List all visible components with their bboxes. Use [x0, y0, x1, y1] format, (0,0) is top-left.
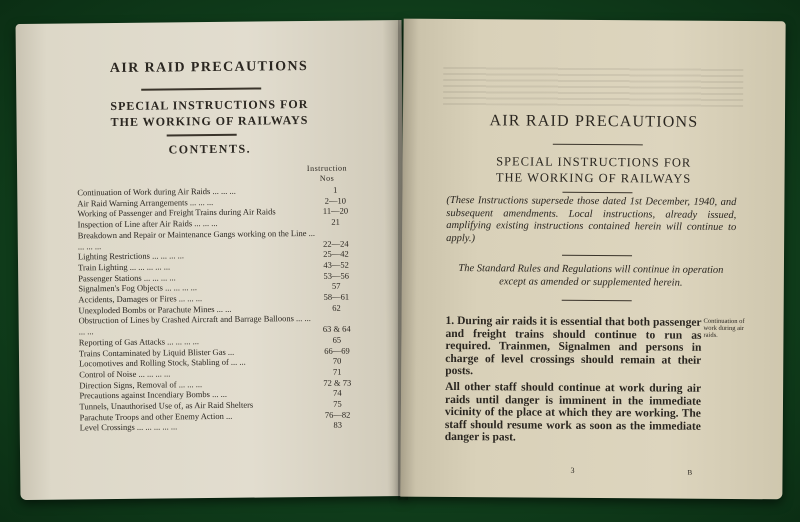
contents-item-number: 2—10 [324, 195, 347, 206]
contents-item [79, 313, 351, 337]
contents-item-number: 25—42 [323, 248, 349, 260]
contents-item-number: 62 [332, 302, 341, 313]
contents-item-number: 75 [333, 398, 342, 409]
contents-item-title: Air Raid Warning Arrangements ... ... ... [77, 196, 214, 209]
margin-note: Continuation of work during air raids. [703, 317, 745, 339]
contents-item-number: 11—20 [322, 205, 349, 217]
contents-item-title: Tunnels, Unauthorised Use of, as Air Raid Shelters [79, 399, 254, 412]
instruction-1-paragraph: 1. During air raids it is essential that both passenger and freight trains should continue to run as required. Trainmen, Signalmen and persons in charge of level crossings should remain at their posts. [445, 314, 702, 378]
contents-item-number: 83 [333, 420, 343, 431]
subtitle-line-2: THE WORKING OF RAILWAYS [495, 170, 692, 186]
left-page-subtitle [16, 95, 402, 131]
contents-item-number: 76—82 [324, 409, 351, 420]
contents-item-title: Unexploded Bombs or Parachute Mines ... ... [78, 303, 232, 316]
contents-item-number: 66—69 [324, 345, 350, 356]
signature-mark: B [687, 468, 693, 477]
subtitle-line-1: SPECIAL INSTRUCTIONS FOR [110, 96, 309, 114]
subtitle-line-1: SPECIAL INSTRUCTIONS FOR [496, 154, 692, 170]
note2-divider [562, 300, 632, 301]
contents-item-number: 65 [332, 334, 342, 345]
contents-item-number: 58—61 [323, 291, 350, 302]
contents-item-title: Accidents, Damages or Fires ... ... ... [78, 293, 203, 305]
show-through-text [443, 65, 743, 107]
instruction-1-continued-paragraph: All other staff should continue at work during air raids until danger is imminent in the immediate vicinity of the place at which they are working. The staff should resume work as soon as the immediate danger is past. [444, 380, 702, 444]
contents-item [78, 227, 350, 251]
subtitle-line-2: THE WORKING OF RAILWAYS [110, 112, 309, 130]
contents-item-title: Locomotives and Rolling Stock, Stabling of ... ... [79, 356, 246, 369]
contents-item-title: Trains Contaminated by Liquid Blister Gas ... [78, 346, 235, 358]
contents-item-title: Inspection of Line after Air Raids ... ... ... [77, 218, 218, 230]
title-divider [141, 87, 261, 90]
contents-item-number: 72 & 73 [323, 377, 352, 388]
contents-item-title: Train Lighting ... ... ... ... ... [78, 261, 171, 273]
column-header-line-2: Nos [319, 173, 335, 183]
contents-item-title: Continuation of Work during Air Raids ... ... ... [77, 185, 236, 198]
contents-item-title: Breakdown and Repair or Maintenance Gangs working on the Line ... ... ... ... [77, 227, 316, 251]
contents-item-number: 53—56 [323, 270, 349, 281]
title-divider [553, 144, 643, 146]
right-page [400, 19, 785, 500]
contents-item-number: 1 [333, 184, 338, 195]
contents-item-title: Direction Signs, Removal of ... ... ... [79, 378, 203, 391]
contents-item-number: 71 [332, 366, 342, 377]
contents-item-number: 43—52 [323, 259, 349, 270]
contents-item-title: Parachute Troops and other Enemy Action ... [79, 410, 233, 423]
contents-item-title: Signalmen's Fog Objects ... ... ... ... [78, 282, 197, 294]
contents-heading: CONTENTS. [168, 141, 252, 157]
contents-list [77, 185, 352, 434]
contents-item-title: Precautions against Incendiary Bombs ... ... [79, 389, 228, 401]
left-page-title: AIR RAID PRECAUTIONS [109, 58, 309, 77]
contents-item-number: 57 [331, 280, 341, 292]
right-page-subtitle [403, 153, 785, 188]
contents-item-title: Obstruction of Lines by Crashed Aircraft and Barrage Balloons ... ... ... ... [78, 313, 311, 337]
supersession-note: (These Instructions supersede those dated 1st December, 1940, and subsequent amendments. Local instructions, already issued, amplifying existing instructions contained herein will continue to apply.) [446, 194, 737, 244]
contents-item-title: Control of Noise ... ... ... ... [79, 368, 171, 380]
contents-item-number: 70 [332, 355, 342, 366]
contents-item [80, 420, 352, 434]
left-page [16, 20, 407, 500]
contents-item-title: Passenger Stations ... ... ... ... [78, 271, 176, 284]
column-header-line-1: Instruction [306, 163, 348, 173]
standard-rules-note: The Standard Rules and Regulations will continue in operation except as amended or supplemented herein. [458, 263, 724, 289]
subtitle-divider [562, 192, 632, 193]
right-page-title: AIR RAID PRECAUTIONS [489, 112, 699, 131]
instruction-nos-header [307, 164, 347, 184]
contents-item-title: Working of Passenger and Freight Trains during Air Raids [77, 206, 276, 219]
contents-item-number: 21 [331, 216, 340, 227]
contents-item-title: Lighting Restrictions ... ... ... ... [77, 250, 185, 262]
note-divider [562, 255, 632, 256]
contents-item-number: 74 [333, 387, 342, 399]
contents-item-title: Reporting of Gas Attacks ... ... ... ... [78, 335, 200, 348]
contents-item-number: 63 & 64 [322, 323, 351, 334]
contents-item-number: 22—24 [323, 238, 349, 249]
contents-item-title: Level Crossings ... ... ... ... ... [79, 421, 178, 433]
page-number: 3 [570, 465, 575, 475]
subtitle-divider [167, 134, 237, 137]
